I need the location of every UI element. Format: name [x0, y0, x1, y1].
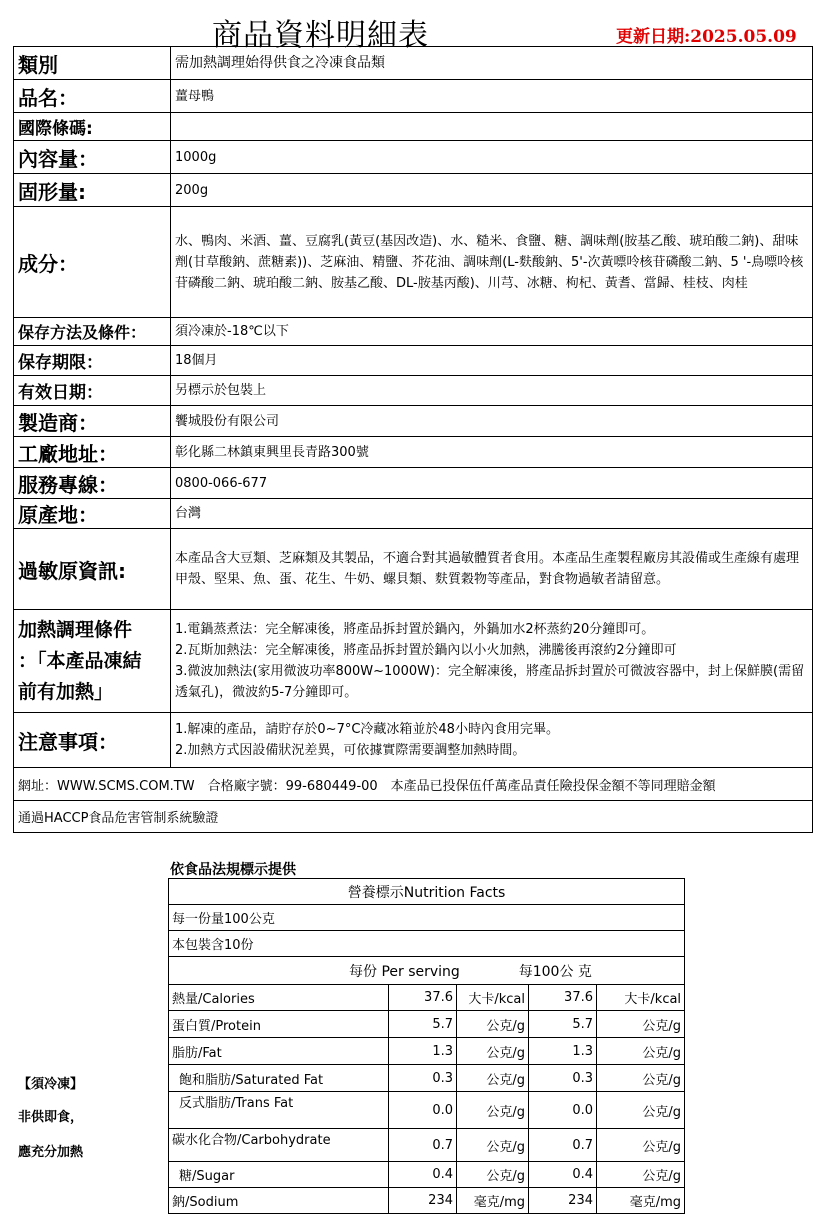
nutrition-table [168, 878, 685, 1214]
page-title: 商品資料明細表 [212, 18, 429, 53]
nutrient-value: 0.3 [389, 1065, 457, 1092]
row-value-shelf-life: 18個月 [171, 346, 813, 376]
nutrient-value: 0.4 [389, 1162, 457, 1188]
note-line: 1.解凍的產品，請貯存於0~7°C冷藏冰箱並於48小時內食用完畢。 [175, 722, 559, 737]
row-label-manufacturer: 製造商： [14, 406, 171, 437]
nutrient-value: 1.3 [529, 1038, 597, 1065]
nutrient-value: 234 [529, 1188, 597, 1214]
table-row [14, 406, 813, 437]
nutrient-value: 0.7 [389, 1129, 457, 1162]
nutrient-value: 0.0 [389, 1092, 457, 1129]
update-date: 更新日期:2025.05.09 [616, 27, 797, 47]
nutrient-name: 熱量/Calories [169, 985, 389, 1011]
table-row [14, 610, 813, 713]
nutrient-unit: 大卡/kcal [457, 985, 529, 1011]
table-row [14, 141, 813, 174]
nutrition-heading: 依食品法規標示提供 [170, 862, 296, 878]
nutrient-unit: 公克/g [457, 1038, 529, 1065]
nutrient-name: 反式脂肪/Trans Fat [169, 1092, 389, 1129]
table-row [14, 207, 813, 318]
nutrient-unit: 公克/g [457, 1011, 529, 1038]
table-row [169, 1065, 685, 1092]
table-row [14, 529, 813, 610]
cooking-step: 3.微波加熱法(家用微波功率800W~1000W)：完全解凍後，將產品拆封置於可微波容器中，封上保鮮膜(需留透氣孔)，微波約5-7分鐘即可。 [175, 664, 805, 700]
row-label-expiry: 有效日期： [14, 376, 171, 406]
cooking-step: 1.電鍋蒸煮法：完全解凍後，將產品拆封置於鍋內，外鍋加水2杯蒸約20分鐘即可。 [175, 622, 655, 637]
row-value-storage: 須冷凍於-18℃以下 [171, 318, 813, 346]
row-value-ingredients: 水、鴨肉、米酒、薑、豆腐乳(黃豆(基因改造)、水、糙米、食鹽、糖、調味劑(胺基乙酸、琥珀酸二鈉)、甜味劑(甘草酸鈉、蔗糖素))、芝麻油、精鹽、芥花油、調味劑(L-麩酸鈉、5'-次黃嘌呤核苷磷酸二鈉、5 '-鳥嘌呤核苷磷酸二鈉、琥珀酸二鈉、胺基乙酸、DL-胺基丙酸)、川芎、冰糖、枸杞、黃耆、當歸、桂枝、肉桂 [171, 207, 813, 318]
col-per-serving: 每份 Per serving [349, 963, 460, 980]
product-info-table [13, 46, 813, 833]
nutrient-unit: 公克/g [457, 1162, 529, 1188]
servings-per-pack: 本包裝含10份 [169, 931, 685, 957]
table-row [169, 1162, 685, 1188]
row-label-content: 內容量： [14, 141, 171, 174]
nutrient-value: 234 [389, 1188, 457, 1214]
row-label-hotline: 服務專線： [14, 468, 171, 499]
row-value-notes [171, 713, 813, 768]
nutrient-unit: 公克/g [597, 1092, 685, 1129]
nutrient-unit: 公克/g [597, 1129, 685, 1162]
row-value-hotline: 0800-066-677 [171, 468, 813, 499]
table-row [169, 879, 685, 905]
nutrient-value: 5.7 [389, 1011, 457, 1038]
row-value-name: 薑母鴨 [171, 80, 813, 113]
nutrient-unit: 公克/g [597, 1162, 685, 1188]
nutrient-name: 糖/Sugar [169, 1162, 389, 1188]
nutrient-name: 碳水化合物/Carbohydrate [169, 1129, 389, 1162]
row-label-cooking [14, 610, 171, 713]
cooking-label-line: 加熱調理條件 [18, 618, 133, 641]
row-value-origin: 台灣 [171, 499, 813, 529]
table-row [14, 376, 813, 406]
serving-size: 每一份量100公克 [169, 905, 685, 931]
row-value-content: 1000g [171, 141, 813, 174]
table-row [14, 468, 813, 499]
row-value-barcode [171, 113, 813, 141]
nutrient-unit: 毫克/mg [597, 1188, 685, 1214]
row-value-solid: 200g [171, 174, 813, 207]
table-row [14, 80, 813, 113]
table-row [14, 174, 813, 207]
col-per-100g: 每100公 克 [518, 963, 592, 980]
table-row [14, 346, 813, 376]
table-row [14, 768, 813, 801]
nutrient-name: 飽和脂肪/Saturated Fat [169, 1065, 389, 1092]
row-value-address: 彰化縣二林鎮東興里長青路300號 [171, 437, 813, 468]
table-row [169, 1038, 685, 1065]
nutrient-value: 5.7 [529, 1011, 597, 1038]
table-row [14, 318, 813, 346]
table-row [169, 1129, 685, 1162]
table-row [14, 713, 813, 768]
nutrient-unit: 毫克/mg [457, 1188, 529, 1214]
column-headers [169, 957, 685, 985]
nutrient-unit: 公克/g [597, 1011, 685, 1038]
table-row [169, 931, 685, 957]
row-label-solid: 固形量: [14, 174, 171, 207]
note-line: 2.加熱方式因設備狀況差異，可依據實際需要調整加熱時間。 [175, 743, 526, 758]
table-row [169, 1011, 685, 1038]
nutrient-name: 鈉/Sodium [169, 1188, 389, 1214]
row-label-allergen: 過敏原資訊: [14, 529, 171, 610]
nutrient-name: 脂肪/Fat [169, 1038, 389, 1065]
nutrition-title: 營養標示Nutrition Facts [169, 879, 685, 905]
row-label-address: 工廠地址： [14, 437, 171, 468]
nutrient-value: 0.7 [529, 1129, 597, 1162]
row-value-cooking [171, 610, 813, 713]
nutrient-unit: 大卡/kcal [597, 985, 685, 1011]
cooking-step: 2.瓦斯加熱法：完全解凍後，將產品拆封置於鍋內以小火加熱，沸騰後再滾約2分鐘即可 [175, 643, 677, 658]
nutrient-value: 0.0 [529, 1092, 597, 1129]
nutrient-value: 1.3 [389, 1038, 457, 1065]
nutrient-unit: 公克/g [597, 1065, 685, 1092]
table-row [14, 499, 813, 529]
row-label-name: 品名： [14, 80, 171, 113]
row-value-expiry: 另標示於包裝上 [171, 376, 813, 406]
table-row [169, 985, 685, 1011]
nutrient-value: 0.4 [529, 1162, 597, 1188]
row-label-notes: 注意事項： [14, 713, 171, 768]
table-row [169, 1188, 685, 1214]
nutrient-unit: 公克/g [457, 1129, 529, 1162]
row-label-ingredients: 成分： [14, 207, 171, 318]
row-value-category: 需加熱調理始得供食之冷凍食品類 [171, 47, 813, 80]
table-row [14, 113, 813, 141]
table-row [169, 1092, 685, 1129]
row-value-allergen: 本產品含大豆類、芝麻類及其製品，不適合對其過敏體質者食用。本產品生產製程廠房其設備或生產線有處理甲殼、堅果、魚、蛋、花生、牛奶、螺貝類、麩質穀物等產品，對食物過敏者請留意。 [171, 529, 813, 610]
side-note-not-ready: 非供即食， [18, 1110, 84, 1125]
nutrient-value: 0.3 [529, 1065, 597, 1092]
table-row [169, 957, 685, 985]
side-note-frozen: 【須冷凍】 [18, 1077, 84, 1092]
table-row [14, 437, 813, 468]
cooking-label-line: 前有加熱」 [18, 680, 114, 703]
row-label-shelf-life: 保存期限： [14, 346, 171, 376]
nutrient-value: 37.6 [529, 985, 597, 1011]
nutrient-unit: 公克/g [457, 1065, 529, 1092]
table-row [169, 905, 685, 931]
row-label-storage: 保存方法及條件： [14, 318, 171, 346]
cooking-label-line: ：「本產品凍結 [18, 649, 142, 672]
side-note-heat: 應充分加熱 [18, 1145, 84, 1160]
row-value-manufacturer: 饗城股份有限公司 [171, 406, 813, 437]
row-label-barcode: 國際條碼: [14, 113, 171, 141]
footer-haccp: 通過HACCP食品危害管制系統驗證 [14, 801, 813, 833]
table-row [14, 47, 813, 80]
nutrient-unit: 公克/g [457, 1092, 529, 1129]
row-label-origin: 原產地： [14, 499, 171, 529]
nutrient-unit: 公克/g [597, 1038, 685, 1065]
table-row [14, 801, 813, 833]
nutrient-name: 蛋白質/Protein [169, 1011, 389, 1038]
row-label-category: 類別 [14, 47, 171, 80]
footer-website: 網址：WWW.SCMS.COM.TW 合格廠字號：99-680449-00 本產品已投保伍仟萬產品責任險投保金額不等同理賠金額 [14, 768, 813, 801]
nutrient-value: 37.6 [389, 985, 457, 1011]
